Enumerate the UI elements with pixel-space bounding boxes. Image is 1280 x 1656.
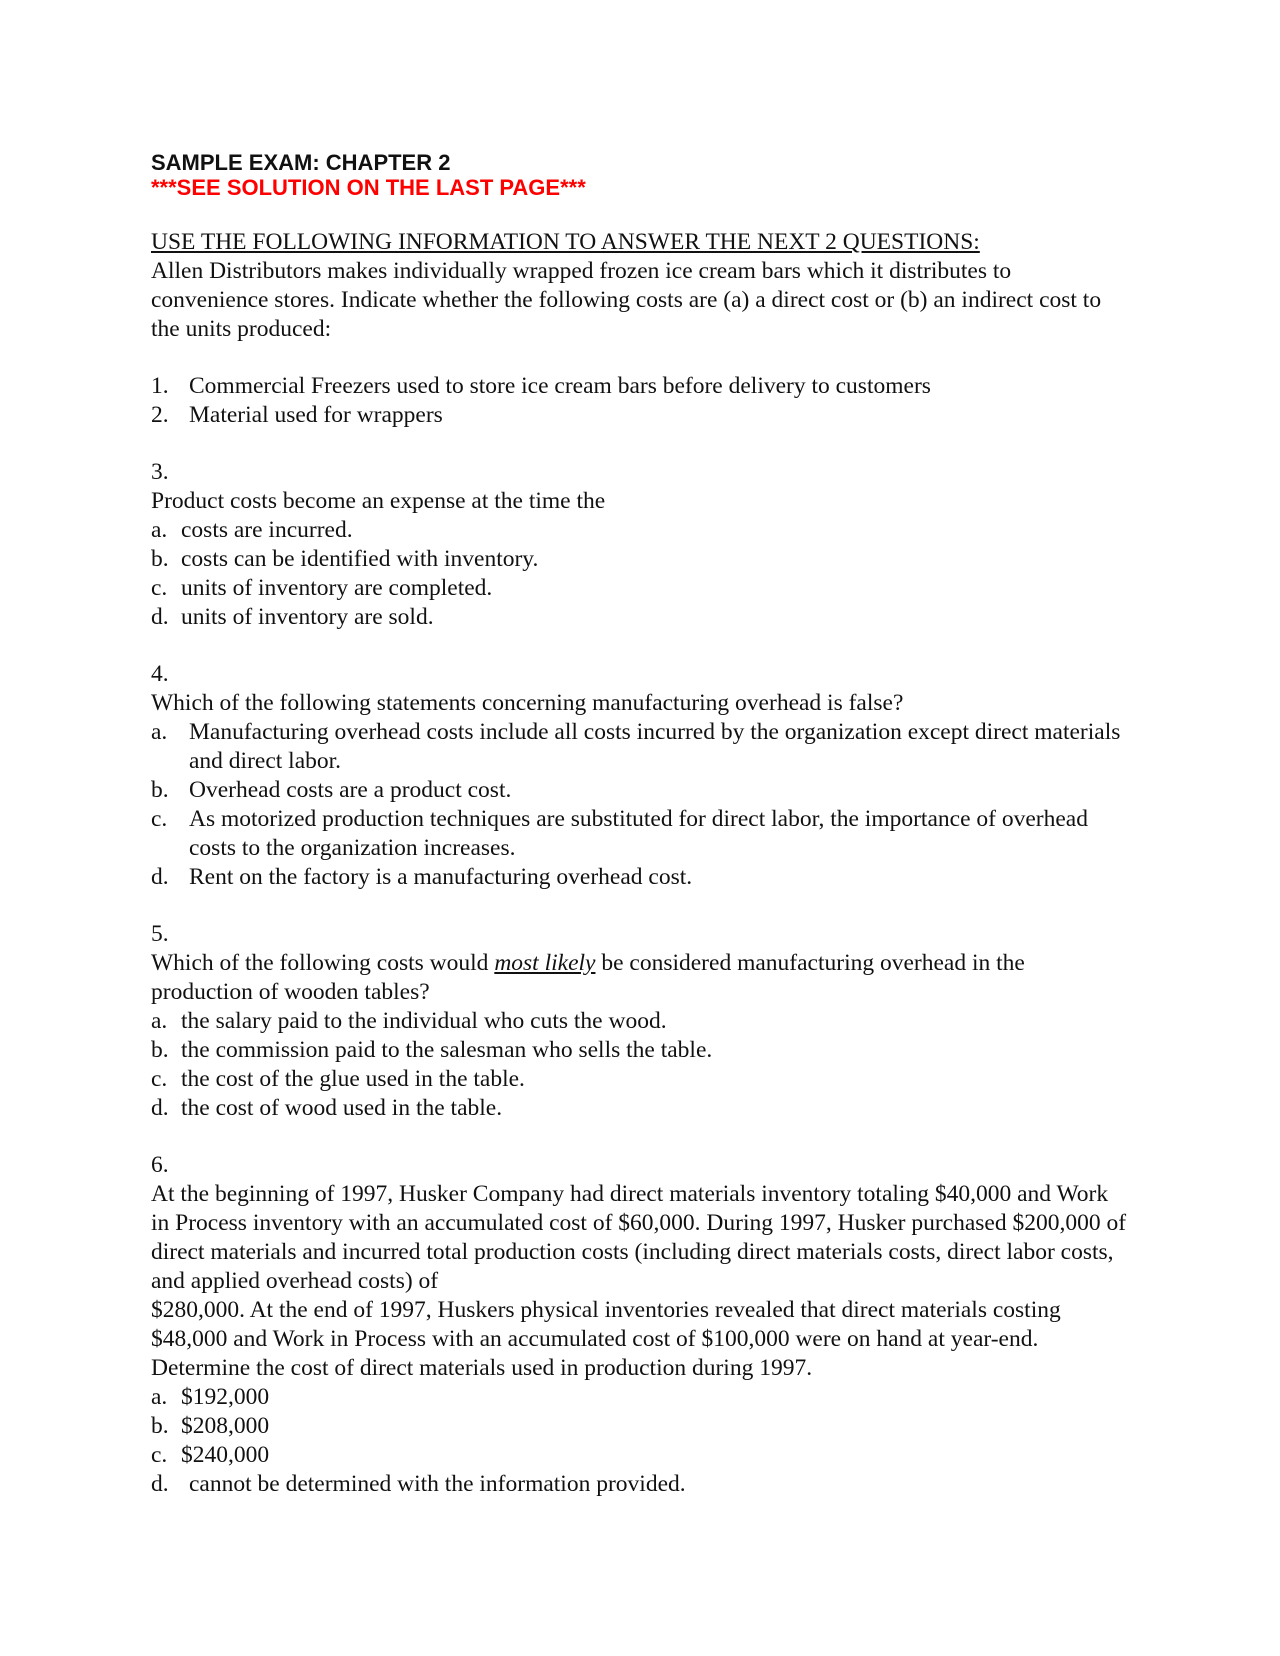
option-label: b. [151,777,169,803]
option-text: $192,000 [181,1384,270,1410]
option-d [151,863,1131,892]
option-text: the commission paid to the salesman who sells the table. [181,1037,713,1063]
option-label: b. [151,1037,169,1063]
question-2 [151,401,1131,430]
option-label: d. [151,1095,169,1121]
option-label: b. [151,1413,169,1439]
option-d [151,603,1131,632]
option-a [151,516,1131,545]
question-number: 5. [151,921,169,947]
option-label: c. [151,806,168,832]
option-text: Overhead costs are a product cost. [189,777,512,803]
question-stem: Which of the following statements concerning manufacturing overhead is false? [151,690,904,716]
option-b [151,1412,1131,1441]
option-label: d. [151,604,169,630]
question-number: 1. [151,373,169,399]
option-text: cannot be determined with the information provided. [189,1471,686,1497]
question-number: 4. [151,661,169,687]
info-text: Allen Distributors makes individually wrapped frozen ice cream bars which it distributes to convenience stores. Indicate whether the following costs are (a) a direct cost or (b) an indirect cost to the units produced: [151,258,1102,342]
option-text: the cost of wood used in the table. [181,1095,503,1121]
option-b [151,1036,1131,1065]
option-a [151,1007,1131,1036]
exam-title: SAMPLE EXAM: CHAPTER 2 [151,150,451,175]
option-text: Manufacturing overhead costs include all costs incurred by the organization except direct materials and direct labor. [189,719,1121,774]
question-number: 3. [151,459,169,485]
question-stem: At the beginning of 1997, Husker Company had direct materials inventory totaling $40,000 and Work in Process inventory with an accumulated cost of $60,000. During 1997, Husker purchased $200,000 of direct materials and incurred total production costs (including direct materials costs, direct labor costs, and applied overhead costs) of [151,1181,1127,1294]
question-4 [151,660,1131,892]
solution-note: ***SEE SOLUTION ON THE LAST PAGE*** [151,175,586,200]
option-label: d. [151,1471,169,1497]
option-text: $208,000 [181,1413,270,1439]
question-5 [151,920,1131,1123]
option-text: units of inventory are sold. [181,604,434,630]
question-stem-continued: $280,000. At the end of 1997, Huskers physical inventories revealed that direct materials costing $48,000 and Work in Process with an accumulated cost of $100,000 were on hand at year-end. Determine the cost of direct materials used in production during 1997. [151,1297,1061,1381]
question-3 [151,458,1131,632]
question-list-1-2 [151,372,1131,430]
option-b [151,776,1131,805]
stem-part: be considered manufacturing overhead in the production of wooden tables? [151,950,1025,1005]
option-label: d. [151,864,169,890]
question-stem [151,949,1131,1007]
option-text: costs can be identified with inventory. [181,546,539,572]
option-text: Rent on the factory is a manufacturing overhead cost. [189,864,693,890]
info-heading: USE THE FOLLOWING INFORMATION TO ANSWER THE NEXT 2 QUESTIONS: [151,229,980,255]
option-text: the salary paid to the individual who cuts the wood. [181,1008,667,1034]
option-d [151,1094,1131,1123]
option-text: units of inventory are completed. [181,575,493,601]
option-d [151,1470,1131,1499]
option-label: b. [151,546,169,572]
option-c [151,1065,1131,1094]
option-a [151,1383,1131,1412]
option-label: c. [151,575,168,601]
option-c [151,574,1131,603]
option-text: costs are incurred. [181,517,353,543]
question-text: Commercial Freezers used to store ice cream bars before delivery to customers [189,373,931,399]
option-text: $240,000 [181,1442,270,1468]
option-text: As motorized production techniques are substituted for direct labor, the importance of overhead costs to the organization increases. [189,806,1088,861]
question-6 [151,1151,1131,1499]
option-text: the cost of the glue used in the table. [181,1066,525,1092]
question-text: Material used for wrappers [189,402,443,428]
option-label: c. [151,1066,168,1092]
option-label: a. [151,1384,168,1410]
option-a [151,718,1131,776]
option-label: a. [151,517,168,543]
option-label: a. [151,1008,168,1034]
question-1 [151,372,1131,401]
question-number: 2. [151,402,169,428]
exam-page [151,150,1131,1499]
question-number: 6. [151,1152,169,1178]
option-c [151,805,1131,863]
question-stem: Product costs become an expense at the time the [151,488,606,514]
option-label: c. [151,1442,168,1468]
stem-part: Which of the following costs would [151,950,495,976]
option-label: a. [151,719,168,745]
stem-emphasis: most likely [494,950,596,976]
option-b [151,545,1131,574]
option-c [151,1441,1131,1470]
